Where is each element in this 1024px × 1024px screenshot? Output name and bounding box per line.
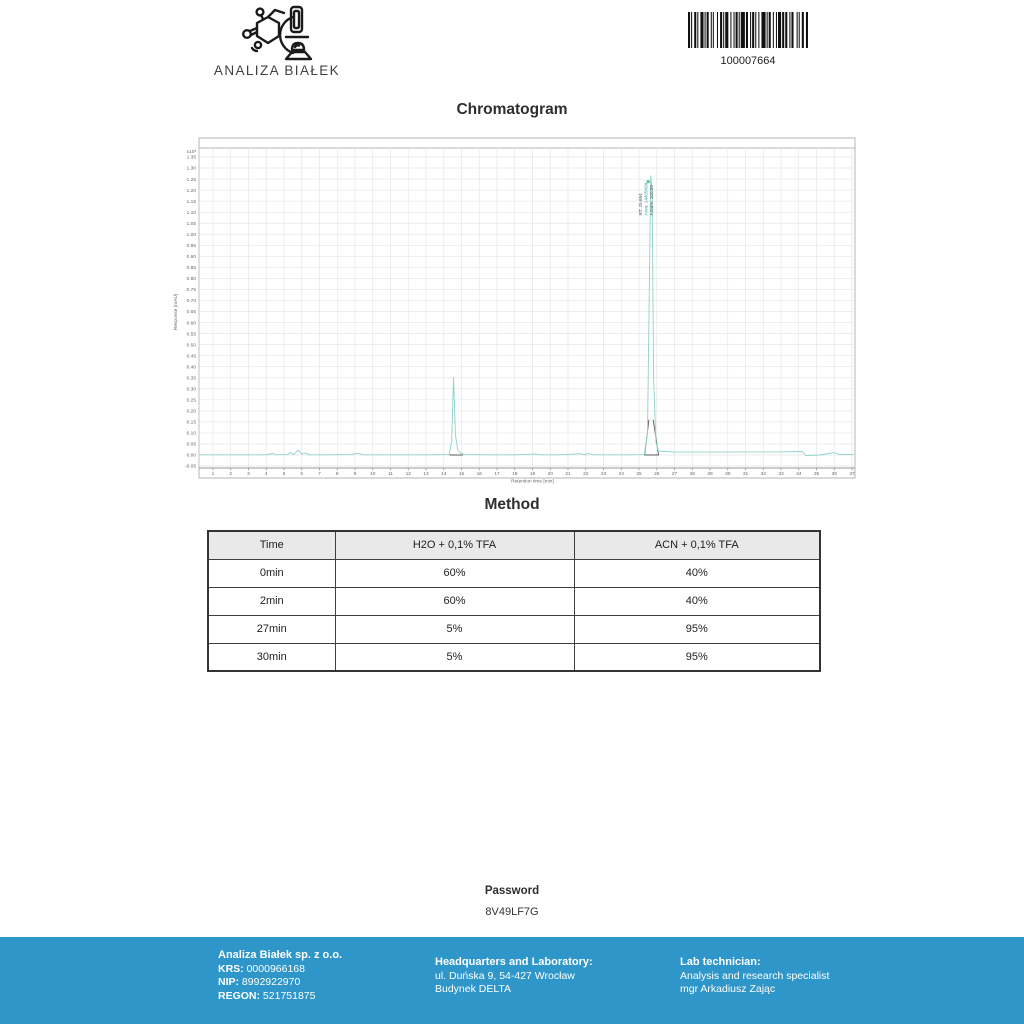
svg-text:29: 29 bbox=[707, 472, 713, 477]
svg-text:1: 1 bbox=[211, 472, 215, 477]
table-row bbox=[208, 587, 820, 615]
barcode bbox=[688, 12, 808, 49]
footer bbox=[0, 937, 1024, 1024]
table-row bbox=[208, 615, 820, 643]
svg-text:1.30: 1.30 bbox=[186, 166, 196, 172]
svg-text:3: 3 bbox=[247, 472, 250, 477]
svg-text:11: 11 bbox=[388, 472, 393, 477]
svg-text:0.75: 0.75 bbox=[186, 288, 196, 294]
svg-text:5: 5 bbox=[282, 472, 286, 477]
table-row bbox=[208, 643, 820, 671]
svg-text:1.05: 1.05 bbox=[186, 221, 196, 227]
table-row bbox=[208, 559, 820, 587]
svg-text:x10³: x10³ bbox=[186, 150, 196, 155]
table-cell: 60% bbox=[335, 587, 574, 615]
svg-text:0.40: 0.40 bbox=[186, 365, 196, 371]
table-cell: 30min bbox=[208, 643, 335, 671]
svg-text:14: 14 bbox=[441, 472, 447, 477]
svg-text:9: 9 bbox=[353, 472, 357, 477]
footer-regon: REGON: 521751875 bbox=[218, 989, 316, 1002]
svg-text:10: 10 bbox=[370, 472, 376, 477]
svg-text:0.90: 0.90 bbox=[186, 255, 196, 261]
chromatogram-chart bbox=[165, 136, 861, 486]
svg-text:Area%: 100.00: Area%: 100.00 bbox=[649, 185, 655, 216]
molecule-microscope-icon bbox=[234, 4, 318, 62]
svg-text:0.65: 0.65 bbox=[186, 310, 196, 316]
svg-text:0.00: 0.00 bbox=[186, 453, 196, 459]
chromatogram-title: Chromatogram bbox=[456, 101, 568, 118]
svg-text:1.15: 1.15 bbox=[186, 199, 196, 205]
svg-text:23: 23 bbox=[600, 472, 607, 477]
svg-text:0.95: 0.95 bbox=[186, 243, 196, 249]
svg-text:0.50: 0.50 bbox=[186, 343, 196, 349]
svg-text:-0.05: -0.05 bbox=[185, 464, 196, 470]
svg-text:Retention time [min]: Retention time [min] bbox=[511, 479, 554, 485]
svg-text:0.30: 0.30 bbox=[186, 387, 196, 393]
table-header-cell: Time bbox=[208, 531, 335, 559]
svg-text:37: 37 bbox=[849, 472, 855, 477]
svg-text:22: 22 bbox=[583, 472, 589, 477]
footer-company-info bbox=[218, 949, 342, 1003]
footer-nip: NIP: 8992922970 bbox=[218, 976, 301, 988]
table-header-cell: ACN + 0,1% TFA bbox=[574, 531, 820, 559]
svg-text:17: 17 bbox=[494, 472, 500, 477]
svg-text:0.10: 0.10 bbox=[186, 431, 196, 437]
svg-text:0.85: 0.85 bbox=[186, 266, 196, 272]
password-label: Password bbox=[484, 885, 540, 897]
svg-text:1.00: 1.00 bbox=[186, 232, 196, 238]
svg-text:33: 33 bbox=[778, 472, 784, 477]
table-cell: 5% bbox=[335, 615, 574, 643]
footer-hq-title: Headquarters and Laboratory: bbox=[435, 956, 593, 968]
footer-technician-name: mgr Arkadiusz Zając bbox=[680, 983, 776, 995]
table-cell: 60% bbox=[335, 559, 574, 587]
svg-text:24: 24 bbox=[618, 472, 624, 477]
svg-text:34: 34 bbox=[796, 472, 802, 477]
svg-text:8: 8 bbox=[335, 472, 339, 477]
svg-text:1.20: 1.20 bbox=[186, 188, 196, 194]
svg-text:25: 25 bbox=[636, 472, 642, 477]
svg-text:31: 31 bbox=[742, 472, 749, 477]
svg-text:12: 12 bbox=[405, 472, 411, 477]
table-cell: 95% bbox=[574, 643, 820, 671]
table-cell: 2min bbox=[208, 587, 335, 615]
svg-text:18: 18 bbox=[512, 472, 518, 477]
svg-text:1.25: 1.25 bbox=[186, 177, 196, 183]
table-cell: 40% bbox=[574, 559, 820, 587]
footer-technician-title: Lab technician: bbox=[680, 956, 761, 968]
svg-text:20: 20 bbox=[547, 472, 553, 477]
method-table-body bbox=[208, 559, 820, 671]
password-value: 8V49LF7G bbox=[485, 906, 539, 918]
footer-hq-address: ul. Duńska 9, 54-427 Wrocław bbox=[435, 969, 575, 982]
table-cell: 0min bbox=[208, 559, 335, 587]
svg-text:RT: 25.684: RT: 25.684 bbox=[638, 193, 644, 216]
svg-text:1.10: 1.10 bbox=[186, 210, 196, 216]
svg-text:0.15: 0.15 bbox=[186, 420, 196, 426]
logo-text: ANALIZA BIAŁEK bbox=[213, 63, 341, 78]
svg-text:0.35: 0.35 bbox=[186, 376, 196, 382]
svg-text:0.45: 0.45 bbox=[186, 354, 196, 360]
svg-text:19: 19 bbox=[529, 472, 536, 477]
svg-text:Response [mAU]: Response [mAU] bbox=[174, 293, 179, 331]
svg-text:26: 26 bbox=[654, 472, 660, 477]
svg-text:0.25: 0.25 bbox=[186, 398, 196, 404]
footer-hq-building: Budynek DELTA bbox=[435, 983, 512, 995]
svg-text:15: 15 bbox=[458, 472, 465, 477]
svg-text:16: 16 bbox=[476, 472, 482, 477]
svg-text:28: 28 bbox=[689, 472, 695, 477]
table-cell: 95% bbox=[574, 615, 820, 643]
svg-text:35: 35 bbox=[813, 472, 820, 477]
svg-text:0.55: 0.55 bbox=[186, 332, 196, 338]
svg-text:0.20: 0.20 bbox=[186, 409, 196, 415]
svg-text:21: 21 bbox=[565, 472, 571, 477]
svg-text:0.05: 0.05 bbox=[186, 442, 196, 448]
table-cell: 5% bbox=[335, 643, 574, 671]
table-cell: 27min bbox=[208, 615, 335, 643]
svg-text:0.60: 0.60 bbox=[186, 321, 196, 327]
footer-technician-role: Analysis and research specialist bbox=[680, 969, 830, 982]
svg-text:0.70: 0.70 bbox=[186, 299, 196, 305]
svg-text:32: 32 bbox=[760, 472, 766, 477]
footer-krs: KRS: 0000966168 bbox=[218, 962, 305, 975]
footer-company-name: Analiza Białek sp. z o.o. bbox=[218, 949, 343, 961]
svg-text:7: 7 bbox=[318, 472, 321, 477]
table-cell: 40% bbox=[574, 587, 820, 615]
svg-text:36: 36 bbox=[831, 472, 837, 477]
method-table-head bbox=[208, 531, 820, 559]
svg-text:4: 4 bbox=[264, 472, 268, 477]
svg-text:Area: 14405499: Area: 14405499 bbox=[643, 182, 649, 216]
table-header-cell: H2O + 0,1% TFA bbox=[335, 531, 574, 559]
svg-text:6: 6 bbox=[300, 472, 304, 477]
svg-text:0.80: 0.80 bbox=[186, 277, 196, 283]
svg-text:1.35: 1.35 bbox=[186, 155, 196, 161]
footer-technician-info bbox=[680, 956, 829, 997]
svg-text:27: 27 bbox=[671, 472, 678, 477]
barcode-value: 100007664 bbox=[720, 55, 776, 67]
method-table bbox=[207, 530, 821, 672]
svg-text:13: 13 bbox=[423, 472, 429, 477]
svg-text:30: 30 bbox=[725, 472, 731, 477]
svg-text:2: 2 bbox=[229, 472, 233, 477]
method-title: Method bbox=[484, 496, 540, 513]
footer-hq-info bbox=[435, 956, 593, 997]
table-header-row bbox=[208, 531, 820, 559]
